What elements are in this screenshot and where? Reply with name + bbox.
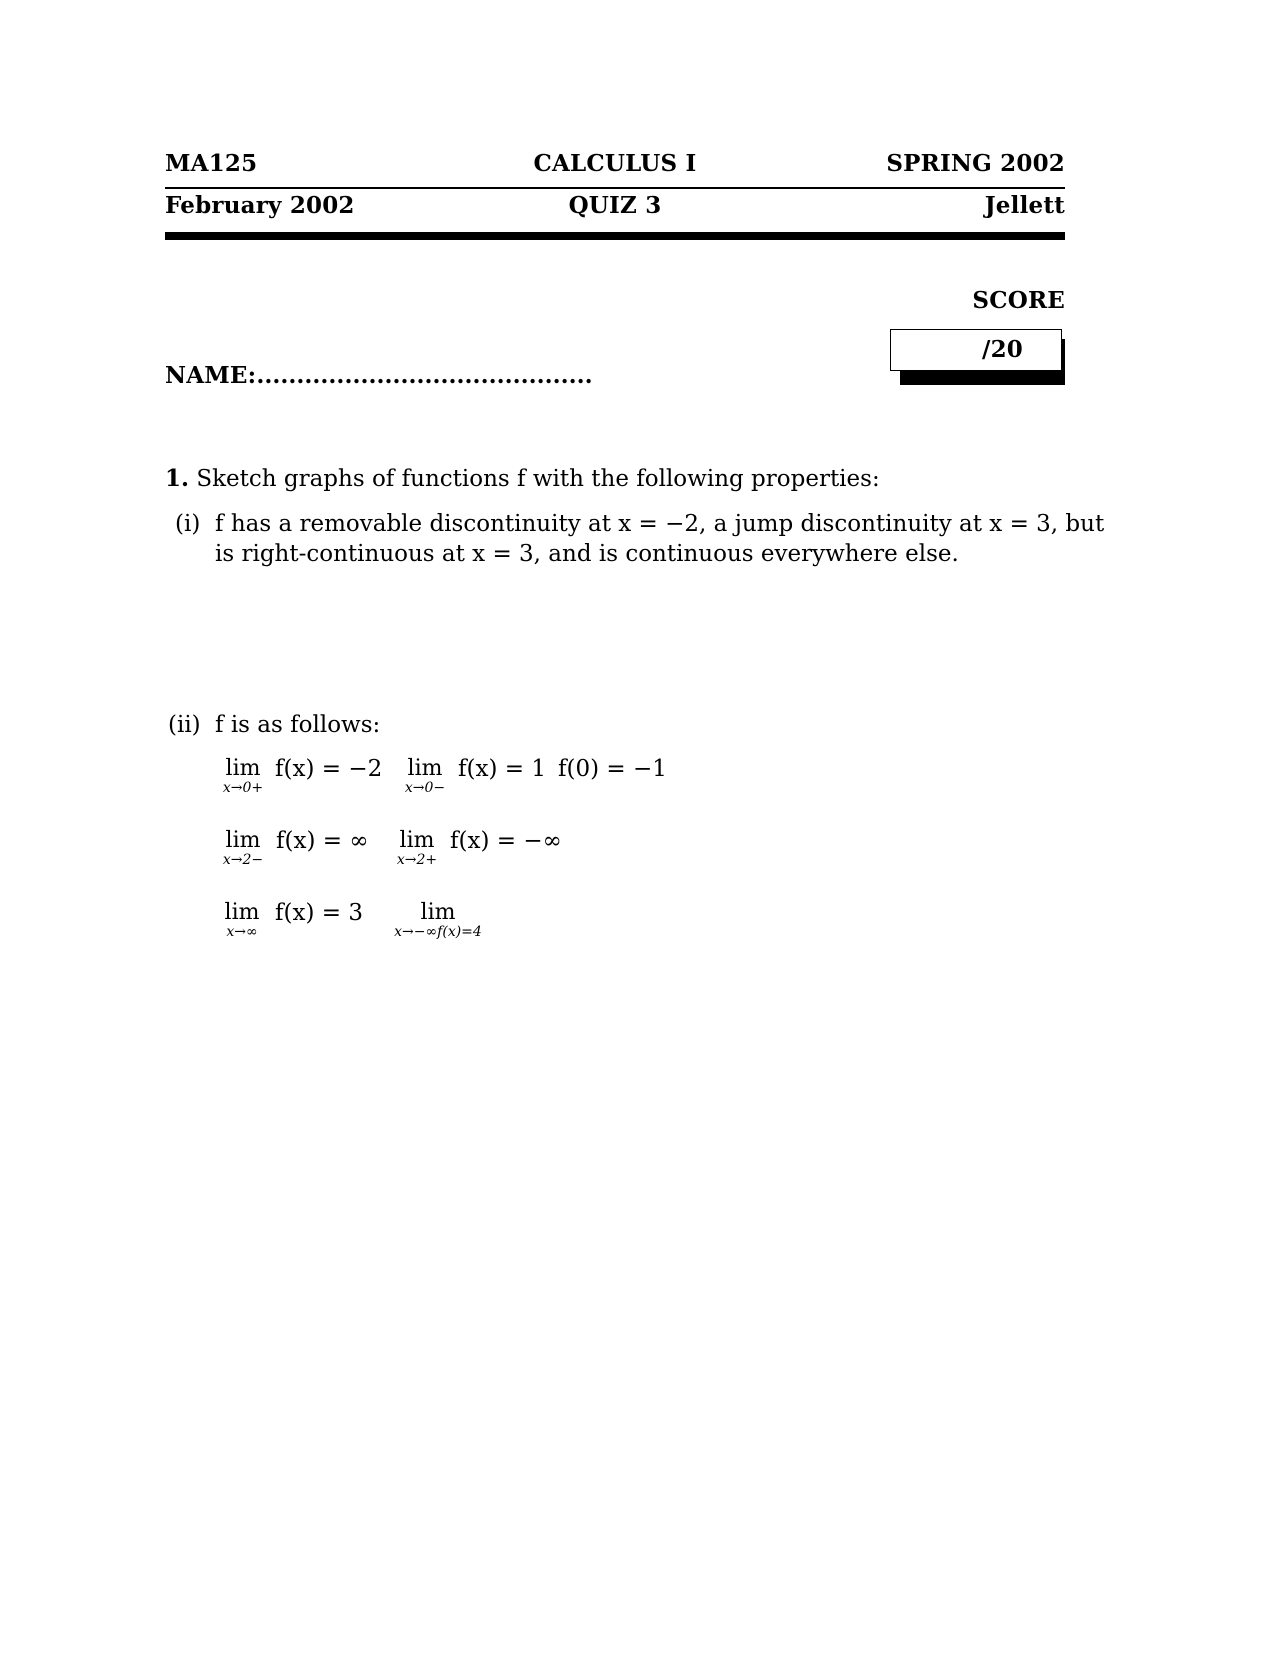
score-label: SCORE (972, 287, 1065, 314)
name-field (165, 362, 593, 389)
question-1-prompt (165, 464, 880, 494)
limit-x-to-neg-infinity: lim x→−∞f(x)=4 (394, 900, 482, 940)
question-1-number: 1. (165, 465, 190, 492)
limit-x-to-2-minus: lim x→2− (222, 828, 264, 868)
limit-expr-2-plus: f(x) = −∞ (450, 828, 562, 854)
header-thick-rule (165, 232, 1065, 240)
part-i-label: (i) (175, 511, 201, 537)
limit-expr-infinity: f(x) = 3 (275, 900, 363, 926)
limit-x-to-2-plus: lim x→2+ (396, 828, 438, 868)
score-total: /20 (981, 336, 1023, 363)
question-1-text: Sketch graphs of functions f with the following properties: (196, 466, 880, 492)
quiz-number: QUIZ 3 (568, 192, 662, 219)
part-ii-intro: f is as follows: (215, 712, 381, 738)
limit-x-to-0-plus: lim x→0+ (222, 756, 264, 796)
name-dots: .......................................... (256, 362, 593, 389)
name-label: NAME: (165, 362, 257, 389)
limit-expr-2-minus: f(x) = ∞ (276, 828, 369, 854)
part-ii-label: (ii) (168, 712, 201, 738)
limit-expr-0-minus: f(x) = 1 (458, 756, 546, 782)
limit-expr-0-plus: f(x) = −2 (275, 756, 383, 782)
course-code: MA125 (165, 150, 258, 177)
limit-x-to-0-minus: lim x→0− (404, 756, 446, 796)
instructor-name: Jellett (984, 192, 1065, 219)
limit-x-to-infinity: lim x→∞ (224, 900, 260, 940)
part-i-line-1: f has a removable discontinuity at x = −2, a jump discontinuity at x = 3, but (215, 511, 1105, 537)
quiz-date: February 2002 (165, 192, 355, 219)
term: SPRING 2002 (886, 150, 1065, 177)
course-title: CALCULUS I (533, 150, 697, 177)
part-i-line-2: is right-continuous at x = 3, and is continuous everywhere else. (215, 541, 959, 567)
function-value-at-0: f(0) = −1 (558, 756, 667, 782)
header-divider (165, 187, 1065, 189)
score-box (890, 329, 1062, 371)
